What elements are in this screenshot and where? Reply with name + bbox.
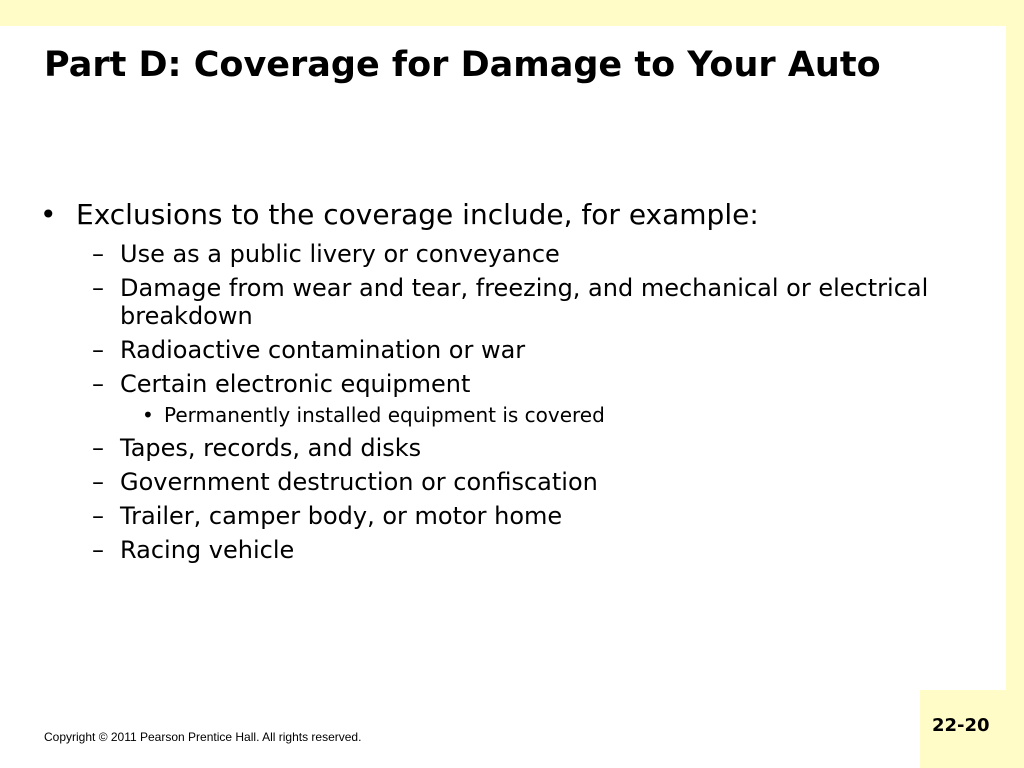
exclusion-text: Damage from wear and tear, freezing, and mechanical or electrical breakdown xyxy=(120,274,929,330)
exclusion-text: Certain electronic equipment xyxy=(120,370,471,398)
dash-marker: – xyxy=(92,468,104,496)
exclusion-item xyxy=(0,274,960,330)
dash-marker: – xyxy=(92,502,104,530)
main-bullet xyxy=(0,196,1000,234)
dash-marker: – xyxy=(92,370,104,398)
exclusion-text: Use as a public livery or conveyance xyxy=(120,240,560,268)
page-number: 22-20 xyxy=(932,715,990,736)
dash-marker: – xyxy=(92,536,104,564)
exclusion-item xyxy=(0,370,960,398)
exclusion-item xyxy=(0,434,960,462)
exclusion-item xyxy=(0,502,960,530)
sub-exclusion-text: Permanently installed equipment is covered xyxy=(164,403,605,427)
exclusion-text: Tapes, records, and disks xyxy=(120,434,422,462)
sub-exclusion-item xyxy=(0,402,1000,428)
slide-content xyxy=(0,196,1000,564)
exclusion-item xyxy=(0,468,960,496)
main-bullet-text: Exclusions to the coverage include, for example: xyxy=(76,198,759,231)
slide-title: Part D: Coverage for Damage to Your Auto xyxy=(44,45,881,85)
exclusion-text: Racing vehicle xyxy=(120,536,295,564)
exclusion-text: Trailer, camper body, or motor home xyxy=(120,502,563,530)
exclusions-list xyxy=(0,240,1000,564)
dash-marker: – xyxy=(92,336,104,364)
dash-marker: – xyxy=(92,434,104,462)
exclusion-item xyxy=(0,240,960,268)
copyright-notice: Copyright © 2011 Pearson Prentice Hall. All rights reserved. xyxy=(44,730,362,744)
exclusion-item xyxy=(0,536,960,564)
exclusion-text: Government destruction or confiscation xyxy=(120,468,598,496)
dash-marker: – xyxy=(92,274,104,302)
bullet-marker: • xyxy=(40,198,57,231)
exclusion-item xyxy=(0,336,960,364)
sub-bullet-marker: • xyxy=(142,403,154,427)
exclusion-text: Radioactive contamination or war xyxy=(120,336,526,364)
dash-marker: – xyxy=(92,240,104,268)
